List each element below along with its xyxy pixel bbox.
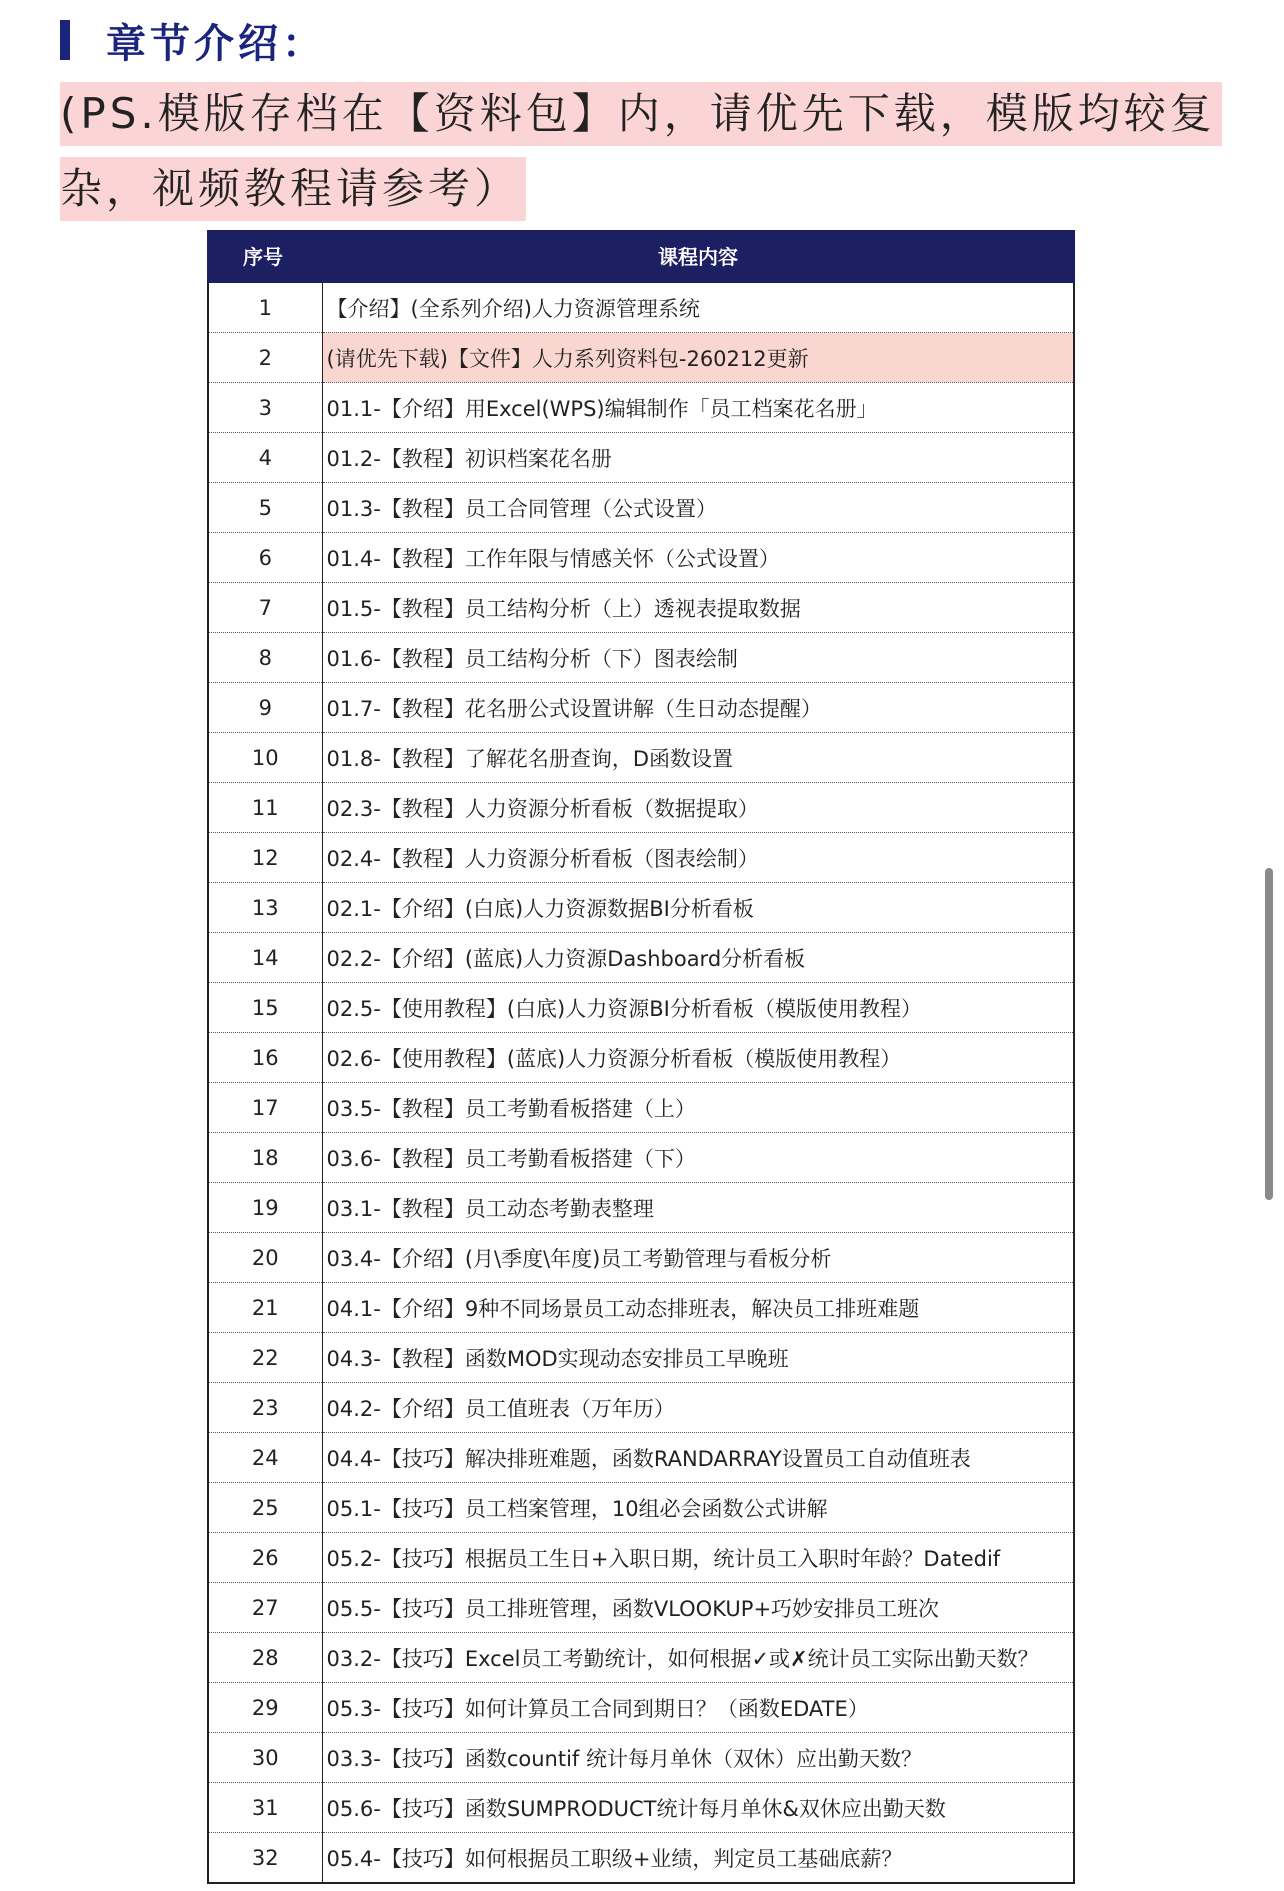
table-row: [208, 1333, 1074, 1383]
row-content: 01.1-【介绍】用Excel(WPS)编辑制作「员工档案花名册」: [322, 383, 1074, 433]
row-number: 7: [208, 583, 322, 633]
row-content: 01.4-【教程】工作年限与情感关怀（公式设置）: [322, 533, 1074, 583]
row-content: 05.5-【技巧】员工排班管理，函数VLOOKUP+巧妙安排员工班次: [322, 1583, 1074, 1633]
row-number: 6: [208, 533, 322, 583]
row-content: (请优先下载)【文件】人力系列资料包-260212更新: [322, 333, 1074, 383]
row-content: 04.4-【技巧】解决排班难题，函数RANDARRAY设置员工自动值班表: [322, 1433, 1074, 1483]
table-row: [208, 1433, 1074, 1483]
row-number: 8: [208, 633, 322, 683]
row-number: 17: [208, 1083, 322, 1133]
table-row: [208, 1683, 1074, 1733]
table-row: [208, 933, 1074, 983]
row-number: 3: [208, 383, 322, 433]
row-content: 01.2-【教程】初识档案花名册: [322, 433, 1074, 483]
table-row: [208, 383, 1074, 433]
row-number: 15: [208, 983, 322, 1033]
row-number: 13: [208, 883, 322, 933]
row-content: 05.1-【技巧】员工档案管理，10组必会函数公式讲解: [322, 1483, 1074, 1533]
table-row: [208, 1183, 1074, 1233]
table-row: [208, 1133, 1074, 1183]
table-row: [208, 633, 1074, 683]
row-number: 9: [208, 683, 322, 733]
row-content: 02.1-【介绍】(白底)人力资源数据BI分析看板: [322, 883, 1074, 933]
row-content: 01.3-【教程】员工合同管理（公式设置）: [322, 483, 1074, 533]
row-content: 03.2-【技巧】Excel员工考勤统计，如何根据✓或✗统计员工实际出勤天数？: [322, 1633, 1074, 1683]
row-content: 03.1-【教程】员工动态考勤表整理: [322, 1183, 1074, 1233]
row-number: 28: [208, 1633, 322, 1683]
table-header-row: [208, 230, 1074, 282]
row-number: 31: [208, 1783, 322, 1833]
vertical-scrollbar[interactable]: [1265, 868, 1273, 1200]
table-row: [208, 833, 1074, 883]
row-number: 14: [208, 933, 322, 983]
row-number: 23: [208, 1383, 322, 1433]
table-row: [208, 733, 1074, 783]
table-row: [208, 282, 1074, 333]
row-content: 02.6-【使用教程】(蓝底)人力资源分析看板（模版使用教程）: [322, 1033, 1074, 1083]
row-content: 04.1-【介绍】9种不同场景员工动态排班表，解决员工排班难题: [322, 1283, 1074, 1333]
table-row: [208, 883, 1074, 933]
note-line-2: 杂，视频教程请参考）: [60, 157, 526, 221]
row-number: 26: [208, 1533, 322, 1583]
table-row: [208, 1083, 1074, 1133]
table-row: [208, 983, 1074, 1033]
row-content: 05.3-【技巧】如何计算员工合同到期日？（函数EDATE）: [322, 1683, 1074, 1733]
table-row: [208, 333, 1074, 383]
header-content: 课程内容: [322, 230, 1074, 282]
row-content: 03.6-【教程】员工考勤看板搭建（下）: [322, 1133, 1074, 1183]
row-number: 21: [208, 1283, 322, 1333]
section-title: 章节介绍：: [106, 20, 326, 67]
row-number: 11: [208, 783, 322, 833]
row-number: 24: [208, 1433, 322, 1483]
row-content: 01.5-【教程】员工结构分析（上）透视表提取数据: [322, 583, 1074, 633]
row-content: 05.6-【技巧】函数SUMPRODUCT统计每月单休&双休应出勤天数: [322, 1783, 1074, 1833]
table-row: [208, 433, 1074, 483]
table-row: [208, 583, 1074, 633]
table-row: [208, 683, 1074, 733]
table-row: [208, 1233, 1074, 1283]
row-number: 5: [208, 483, 322, 533]
row-number: 20: [208, 1233, 322, 1283]
table-row: [208, 1283, 1074, 1333]
table-row: [208, 1633, 1074, 1683]
row-number: 10: [208, 733, 322, 783]
row-content: 04.2-【介绍】员工值班表（万年历）: [322, 1383, 1074, 1433]
row-content: 【介绍】(全系列介绍)人力资源管理系统: [322, 282, 1074, 333]
row-number: 16: [208, 1033, 322, 1083]
row-content: 02.3-【教程】人力资源分析看板（数据提取）: [322, 783, 1074, 833]
row-number: 30: [208, 1733, 322, 1783]
row-number: 19: [208, 1183, 322, 1233]
row-content: 02.5-【使用教程】(白底)人力资源BI分析看板（模版使用教程）: [322, 983, 1074, 1033]
row-content: 03.5-【教程】员工考勤看板搭建（上）: [322, 1083, 1074, 1133]
table-row: [208, 1533, 1074, 1583]
row-content: 03.3-【技巧】函数countif 统计每月单休（双休）应出勤天数？: [322, 1733, 1074, 1783]
row-number: 1: [208, 282, 322, 333]
table-row: [208, 1383, 1074, 1433]
row-number: 25: [208, 1483, 322, 1533]
table-row: [208, 1783, 1074, 1833]
header-no: 序号: [208, 230, 322, 282]
note-line-1: (PS.模版存档在【资料包】内，请优先下载，模版均较复: [60, 82, 1222, 146]
table-row: [208, 1033, 1074, 1083]
row-number: 18: [208, 1133, 322, 1183]
row-content: 05.4-【技巧】如何根据员工职级+业绩，判定员工基础底薪？: [322, 1833, 1074, 1884]
row-content: 02.2-【介绍】(蓝底)人力资源Dashboard分析看板: [322, 933, 1074, 983]
row-content: 01.6-【教程】员工结构分析（下）图表绘制: [322, 633, 1074, 683]
heading-accent-bar: [60, 20, 70, 60]
table-row: [208, 783, 1074, 833]
table-row: [208, 483, 1074, 533]
row-content: 01.8-【教程】了解花名册查询，D函数设置: [322, 733, 1074, 783]
table-row: [208, 1483, 1074, 1533]
row-content: 04.3-【教程】函数MOD实现动态安排员工早晚班: [322, 1333, 1074, 1383]
row-number: 32: [208, 1833, 322, 1884]
table-row: [208, 533, 1074, 583]
row-content: 01.7-【教程】花名册公式设置讲解（生日动态提醒）: [322, 683, 1074, 733]
row-number: 29: [208, 1683, 322, 1733]
table-row: [208, 1733, 1074, 1783]
row-content: 03.4-【介绍】(月\季度\年度)员工考勤管理与看板分析: [322, 1233, 1074, 1283]
table-row: [208, 1583, 1074, 1633]
section-heading: [60, 12, 326, 68]
row-number: 27: [208, 1583, 322, 1633]
row-content: 02.4-【教程】人力资源分析看板（图表绘制）: [322, 833, 1074, 883]
row-number: 22: [208, 1333, 322, 1383]
course-table: [207, 230, 1073, 1884]
row-number: 12: [208, 833, 322, 883]
table-row: [208, 1833, 1074, 1884]
row-number: 4: [208, 433, 322, 483]
row-number: 2: [208, 333, 322, 383]
row-content: 05.2-【技巧】根据员工生日+入职日期，统计员工入职时年龄？Datedif: [322, 1533, 1074, 1583]
